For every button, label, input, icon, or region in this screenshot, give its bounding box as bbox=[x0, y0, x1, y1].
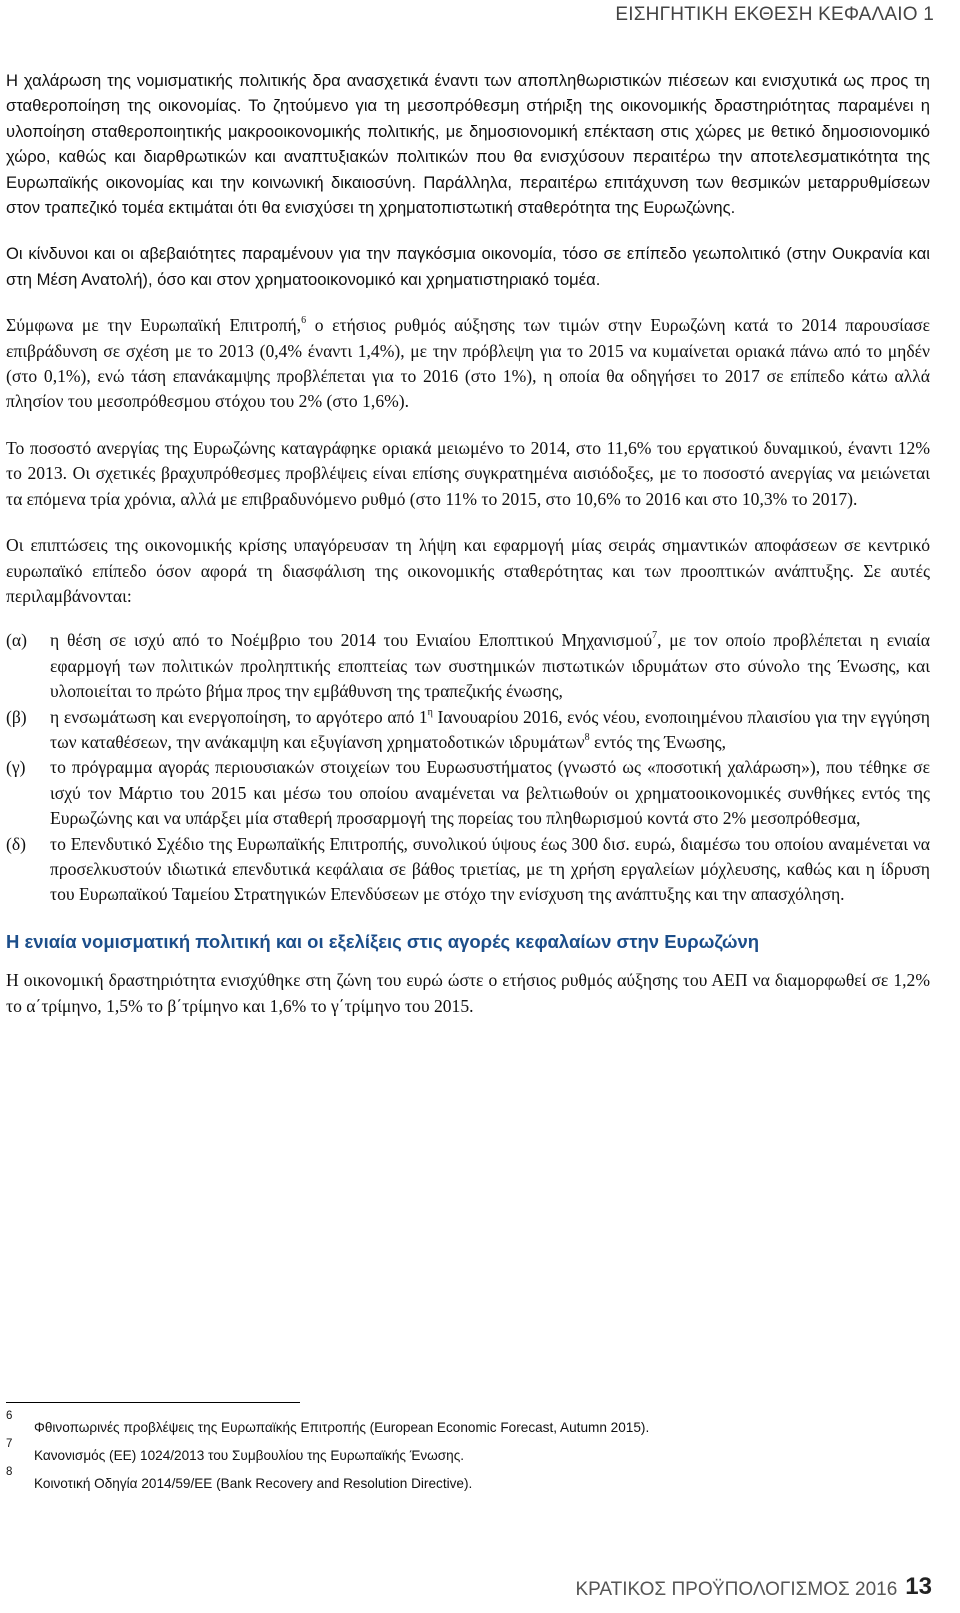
list-marker: (β) bbox=[6, 706, 27, 727]
list-a-text-start: η θέση σε ισχύ από το Νοέμβριο του 2014 του Ενιαίου Εποπτικού Μηχανισμού bbox=[50, 630, 653, 651]
footnote-text: Φθινοπωρινές προβλέψεις της Ευρωπαϊκής Επιτροπής (European Economic Forecast, Autumn 2015). bbox=[34, 1420, 650, 1435]
body-text bbox=[6, 68, 930, 1040]
ordinal-suffix: η bbox=[427, 706, 433, 718]
footnote-divider bbox=[6, 1402, 300, 1403]
footnote-7 bbox=[6, 1438, 906, 1466]
list-item-text bbox=[50, 628, 930, 704]
list-b-text-3: εντός της Ένωσης, bbox=[589, 731, 727, 752]
list-item-text: το πρόγραμμα αγοράς περιουσιακών στοιχείων του Ευρωσυστήματος (γνωστό ως «ποσοτική χαλάρωση»), που τέθηκε σε ισχύ τον Μάρτιο του 2015 και μέσω του οποίου αναμένεται να βελτιωθούν οι χρηματοοικονομικές συνθήκες εντός της Ευρωζώνης και να υπάρξει μία σταθερή προσαρμογή της πορείας του πληθωρισμού κοντά στο 2% μεσοπρόθεσμα, bbox=[50, 757, 930, 829]
footnote-ref-8[interactable]: 8 bbox=[584, 731, 590, 743]
footnote-number: 6 bbox=[6, 1410, 13, 1422]
list-item-text bbox=[50, 705, 930, 756]
footnote-number: 8 bbox=[6, 1466, 13, 1478]
crisis-paragraph: Οι επιπτώσεις της οικονομικής κρίσης υπαγόρευσαν τη λήψη και εφαρμογή μίας σειράς σημαντικών αποφάσεων σε κεντρικό ευρωπαϊκό επίπεδο όσον αφορά τη διασφάλιση της οικονομικής σταθερότητας και των προοπτικών ανάπτυξης. Σε αυτές περιλαμβάνονται: bbox=[6, 535, 930, 606]
risks-paragraph bbox=[6, 241, 930, 292]
footnote-8 bbox=[6, 1466, 906, 1494]
list-item-c bbox=[6, 755, 930, 831]
footnotes bbox=[6, 1410, 906, 1494]
list-item-b bbox=[6, 705, 930, 756]
list-item-d bbox=[6, 832, 930, 908]
inflation-text-end: ο ετήσιος ρυθμός αύξησης των τιμών στην Ευρωζώνη κατά το 2014 παρουσίασε επιβράδυνση σε σχέση με το 2013 (0,4% έναντι 1,4%), με την πρόβλεψη για το 2015 να κυμαίνεται οριακά πάνω από το μηδέν (στο 0,1%), ενώ τάση επανάκαμψης προβλέπεται για το 2016 (στο 1%), η οποία θα οδηγήσει το 2017 σε επίπεδο κάτω αλλά πλησίον του μεσοπρόθεσμου στόχου του 2% (στο 1,6%). bbox=[6, 315, 930, 412]
footer-title: ΚΡΑΤΙΚΟΣ ΠΡΟΫΠΟΛΟΓΙΣΜΟΣ 2016 bbox=[575, 1579, 898, 1600]
footnote-number: 7 bbox=[6, 1438, 13, 1450]
list-b-text-1: η ενσωμάτωση και ενεργοποίηση, το αργότερο από 1 bbox=[50, 706, 428, 727]
gdp-paragraph: Η οικονομική δραστηριότητα ενισχύθηκε στη ζώνη του ευρώ ώστε ο ετήσιος ρυθμός αύξησης του ΑΕΠ να διαμορφωθεί σε 1,2% το α΄τρίμηνο, 1,5% το β΄τρίμηνο και 1,6% το γ΄τρίμηνο του 2015. bbox=[6, 970, 930, 1016]
footnote-ref-7[interactable]: 7 bbox=[652, 630, 658, 642]
running-footer bbox=[575, 1573, 932, 1601]
list-item-text: το Επενδυτικό Σχέδιο της Ευρωπαϊκής Επιτροπής, συνολικού ύψους έως 300 δισ. ευρώ, διαμέσω του οποίου αναμένεται να προσελκυστούν ιδιωτικά επενδυτικά κεφάλαια σε βάθος τριετίας, με τη χρήση εργαλείων μόχλευσης, καθώς και η ίδρυση του Ευρωπαϊκού Ταμείου Στρατηγικών Επενδύσεων με στόχο την ενίσχυση της ανάπτυξης και την απασχόληση. bbox=[50, 833, 930, 905]
page-number: 13 bbox=[905, 1573, 932, 1600]
footnote-6 bbox=[6, 1410, 906, 1438]
footnote-text: Κανονισμός (ΕΕ) 1024/2013 του Συμβουλίου της Ευρωπαϊκής Ένωσης. bbox=[34, 1448, 465, 1463]
footnote-ref-6[interactable]: 6 bbox=[301, 315, 307, 327]
running-header: ΕΙΣΗΓΗΤΙΚΗ ΕΚΘΕΣΗ ΚΕΦΑΛΑΙΟ 1 bbox=[615, 4, 934, 25]
unemployment-paragraph: Το ποσοστό ανεργίας της Ευρωζώνης καταγράφηκε οριακά μειωμένο το 2014, στο 11,6% του εργατικού δυναμικού, έναντι 12% το 2013. Οι σχετικές βραχυπρόθεσμες προβλέψεις είναι επίσης συγκρατημένα αισιόδοξες, με το ποσοστό ανεργίας να μειώνεται τα επόμενα τρία χρόνια, αλλά με επιβραδυνόμενο ρυθμό (στο 11% το 2015, στο 10,6% το 2016 και στο 10,3% το 2017). bbox=[6, 437, 930, 509]
list-marker: (α) bbox=[6, 630, 27, 651]
list-item-a bbox=[6, 628, 930, 704]
list-a-text-end: , με τον οποίο προβλέπεται η ενιαία εφαρμογή των πολιτικών προληπτικής εποπτείας των συστημικών πιστωτικών ιδρυμάτων στο σύνολο της Ένωσης, και υλοποιείται το πρώτο βήμα προς την εμβάθυνση της τραπεζικής ένωσης, bbox=[50, 630, 930, 702]
footnote-text: Κοινοτική Οδηγία 2014/59/ΕΕ (Bank Recovery and Resolution Directive). bbox=[34, 1476, 473, 1491]
section-heading: Η ενιαία νομισματική πολιτική και οι εξελίξεις στις αγορές κεφαλαίων στην Ευρωζώνη bbox=[6, 930, 760, 952]
list-marker: (γ) bbox=[6, 757, 26, 778]
measures-list bbox=[6, 628, 930, 907]
risks-text: Οι κίνδυνοι και οι αβεβαιότητες παραμένουν για την παγκόσμια οικονομία, τόσο σε επίπεδο γεωπολιτικό (στην Ουκρανία και στη Μέση Ανατολή), όσο και στον χρηματοοικονομικό και χρηματιστηριακό τομέα. bbox=[6, 244, 930, 289]
inflation-paragraph bbox=[6, 313, 930, 415]
list-b-text-2: Ιανουαρίου 2016, ενός νέου, ενοποιημένου πλαισίου για την εγγύηση των καταθέσεων, την ανάκαμψη και εξυγίανση χρηματοδοτικών ιδρυμάτων bbox=[50, 706, 930, 752]
intro-paragraph: Η χαλάρωση της νομισματικής πολιτικής δρα ανασχετικά έναντι των αποπληθωριστικών πιέσεων και ενισχυτικά ως προς τη σταθεροποίηση της οικονομίας. Το ζητούμενο για τη μεσοπρόθεσμη στήριξη της οικονομικής δραστηριότητας παραμένει η υλοποίηση σταθεροποιητικής μακροοικονομικής πολιτικής, με δημοσιονομική επέκταση στις χώρες με θετικό δημοσιονομικό χώρο, καθώς και διαρθρωτικών και αναπτυξιακών πολιτικών που θα ενισχύσουν περαιτέρω την αποτελεσματικότητα της Ευρωπαϊκής οικονομίας και την κοινωνική δικαιοσύνη. Παράλληλα, περαιτέρω επιτάχυνση των θεσμικών μεταρρυθμίσεων στον τραπεζικό τομέα εκτιμάται ότι θα ενισχύσει τη χρηματοπιστωτική σταθερότητα της Ευρωζώνης. bbox=[6, 71, 930, 218]
inflation-text-start: Σύμφωνα με την Ευρωπαϊκή Επιτροπή, bbox=[6, 315, 302, 336]
list-marker: (δ) bbox=[6, 833, 27, 854]
